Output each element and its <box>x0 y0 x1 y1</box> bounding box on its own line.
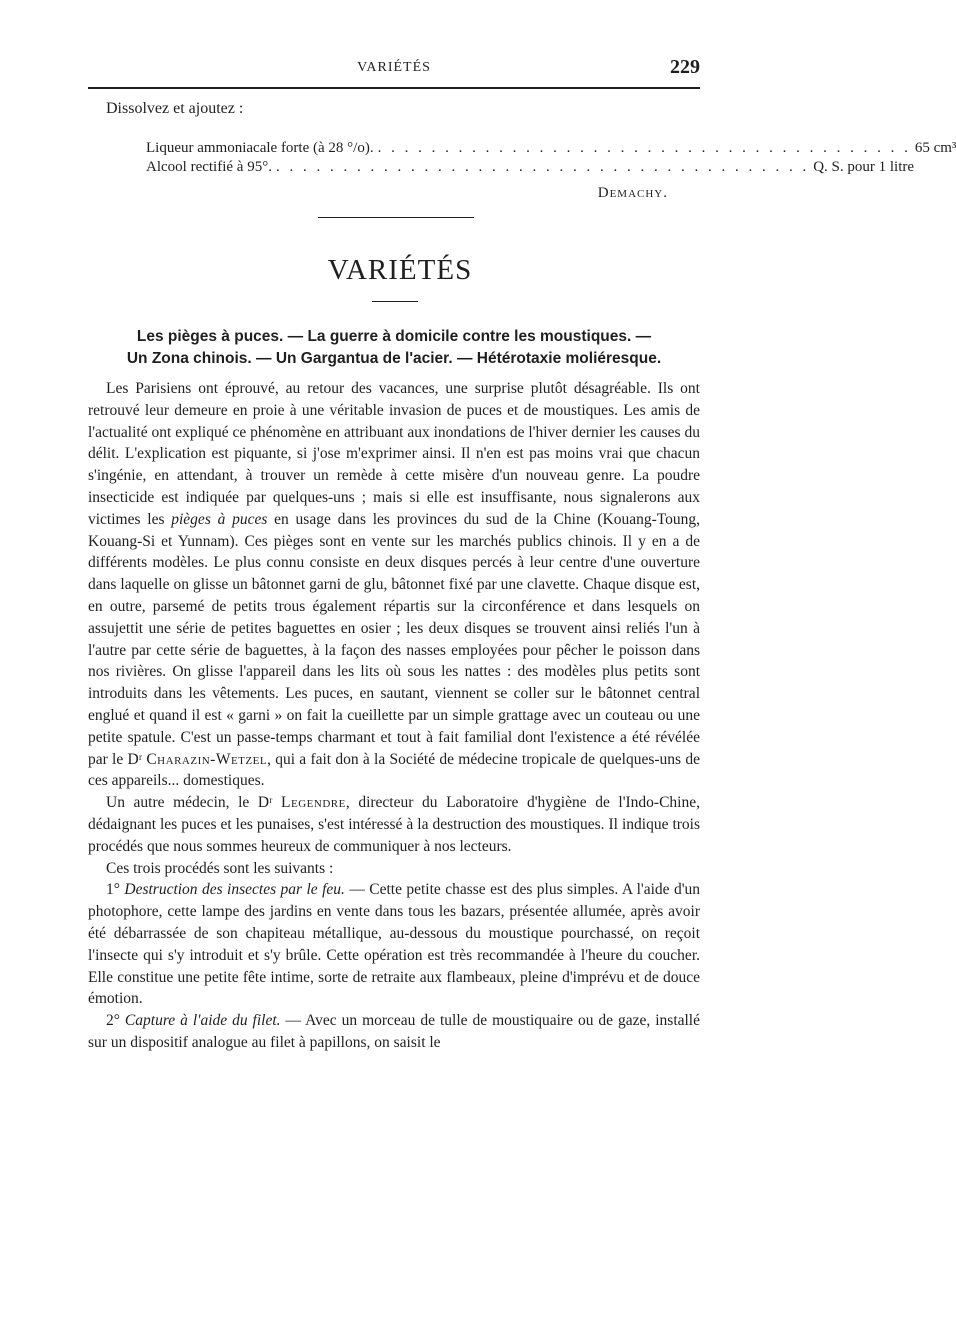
person-name: Legendre <box>281 794 346 812</box>
article-body <box>88 378 700 1054</box>
text-run: — Cette petite chasse est des plus simples. A l'aide d'un photophore, cette lampe des jardins en vente dans tous les bazars, présentée allumée, après avoir été débarrassée de son chapiteau métallique, au-dessous du moustique pourchassé, on reçoit l'insecte qui s'y introduit et s'y brûle. Cette opération est très recommandée à l'heure du coucher. Elle constitue une petite fête intime, sorte de retraite aux flambeaux, pleine d'imprévu et de douce émotion. <box>88 881 700 1008</box>
title-underline <box>372 301 418 302</box>
text-run: en usage dans les provinces du sud de la Chine (Kouang-Toung, Kouang-Si et Yunnam). Ces pièges sont en vente sur les marchés publics chinois. Il y en a de différents modèles. Le plus connu consiste en deux disques percés à leur centre d'une ouverture dans laquelle on glisse un bâtonnet garni de glu, bâtonnet fixé par une clavette. Chaque disque est, en outre, parsemé de petits trous également répartis sur la circonférence et dans lesquels on assujettit une série de petites baguettes en osier ; les deux disques se trouvent ainsi reliés l'un à l'autre par cette série de baguettes, à la façon des nasses employées pour pêcher le poisson dans nos rivières. On glisse l'appareil dans les lits où sous les nattes : des modèles plus petits sont introduits dans les vêtements. Les puces, en sautant, viennent se coller sur le bâtonnet central englué et quand il est « garni » on fait la cueillette par un simple grattage avec un couteau ou une petite spatule. C'est un passe-temps charmant et tout à fait familial dont l'existence a été révélée par le Dʳ <box>88 510 701 768</box>
section-title: VARIÉTÉS <box>327 254 473 286</box>
text-run: Les Parisiens ont éprouvé, au retour des vacances, une surprise plutôt désagréable. Ils ont retrouvé leur demeure en proie à une véritable invasion de puces et de moustiques. Les amis de l'actualité ont expliqué ce phénomène en attribuant aux inondations de l'hiver dernier les causes du délit. L'explication est piquante, si j'ose m'exprimer ainsi. Il n'en est pas moins vrai que chacun s'ingénie, en attendant, à trouver un remède à cette misère d'un nouveau genre. La poudre insecticide est indiquée par quelques-uns ; mais si elle est insuffisante, nous signalerons aux victimes les <box>88 380 700 528</box>
text-run: , qui a fait don à la Société de médecine tropicale de quelques-uns de ces appareils... domestiques. <box>88 750 700 790</box>
paragraph <box>88 792 700 857</box>
paragraph: Ces trois procédés sont les suivants : <box>106 859 334 877</box>
running-title: VARIÉTÉS <box>357 60 431 75</box>
paragraph <box>88 1010 700 1054</box>
summary-line: Un Zona chinois. — Un Gargantua de l'acier. — Hétérotaxie moliéresque. <box>126 350 662 367</box>
paragraph <box>88 879 700 1010</box>
paragraph <box>88 378 700 792</box>
recipe-quantity: Q. S. pour 1 litre <box>813 159 915 175</box>
author-signature: Demachy. <box>597 185 668 201</box>
recipe-label: Liqueur ammoniacale forte (à 28 °/o). <box>146 140 374 156</box>
leader-dots: . . . . . . . . . . . . . . . . . . . . . . . . . . . . . . . . . . . . . . . . <box>377 140 911 156</box>
article-summary <box>88 326 700 370</box>
leader-dots: . . . . . . . . . . . . . . . . . . . . . . . . . . . . . . . . . . . . . . . . <box>275 159 810 175</box>
header-rule <box>88 87 700 89</box>
recipe-intro: Dissolvez et ajoutez : <box>106 100 244 117</box>
text-run: , directeur du Laboratoire d'hygiène de l'Indo-Chine, dédaignant les puces et les punaises, s'est intéressé à la destruction des moustiques. Il indique trois procédés que nous sommes heureux de communiquer à nos lecteurs. <box>88 794 700 855</box>
person-name: Charazin-Wetzel <box>146 750 268 768</box>
list-number: 2° <box>106 1012 125 1030</box>
italic-heading: Capture à l'aide du filet. <box>124 1012 281 1030</box>
page-number: 229 <box>670 56 700 78</box>
italic-heading: Destruction des insectes par le feu. <box>124 881 345 899</box>
text-run: Un autre médecin, le Dʳ <box>106 794 282 812</box>
summary-line: Les pièges à puces. — La guerre à domicile contre les moustiques. — <box>136 328 652 345</box>
section-separator <box>318 217 474 218</box>
recipe-list <box>146 139 956 177</box>
list-number: 1° <box>106 881 125 899</box>
recipe-quantity: 65 cm³ <box>914 140 956 156</box>
italic-term: pièges à puces <box>171 510 268 528</box>
recipe-label: Alcool rectifié à 95°. <box>146 159 272 175</box>
running-head <box>88 58 700 84</box>
text-run: — Avec un morceau de tulle de moustiquaire ou de gaze, installé sur un dispositif analogue au filet à papillons, on saisit le <box>88 1012 700 1051</box>
recipe-row <box>146 158 915 177</box>
recipe-row <box>146 139 956 158</box>
